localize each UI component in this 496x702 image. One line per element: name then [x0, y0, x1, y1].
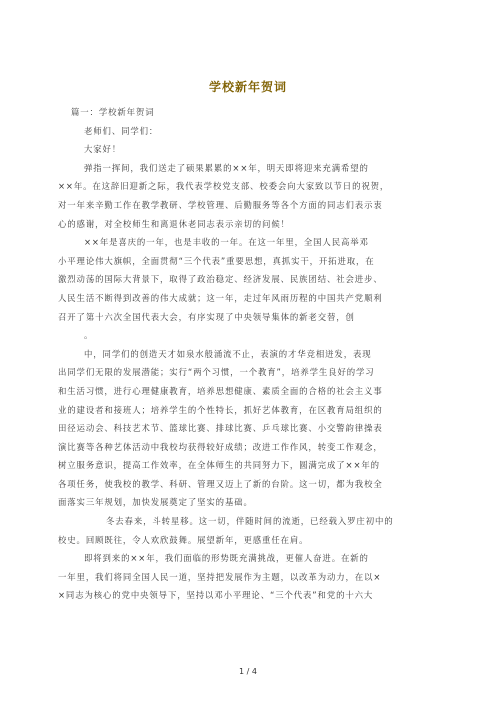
paragraph-line: 冬去春来，斗转星移。这一切，伴随时间的流逝，已经载入罗庄初中的: [106, 516, 394, 527]
paragraph-line: 召开了第十六次全国代表大会，有序实现了中央领导集体的新老交替，创: [58, 311, 355, 322]
paragraph-line: 。: [84, 330, 94, 341]
paragraph-line: 面落实三年规划，加快发展奠定了坚实的基础。: [58, 497, 253, 508]
paragraph-line: ××年。在这辞旧迎新之际，我代表学校党支部、校委会向大家致以节日的祝贺，: [58, 181, 390, 192]
paragraph-line: 一年里，我们将同全国人民一道，坚持把发展作为主题，以改革为动力，在以×: [58, 571, 382, 582]
paragraph-line: 各项任务，使我校的教学、科研、管理又迈上了新的台阶。这一切，都为我校全: [58, 478, 383, 489]
section-heading: 篇一：学校新年贺词: [71, 107, 155, 117]
salutation: 老师们、同学们：: [84, 125, 159, 136]
paragraph-line: 业的建设者和接班人；培养学生的个性特长，抓好艺体教育，在区教育局组织的: [58, 404, 383, 415]
paragraph-line: 校史。回顾既往，令人欢欣鼓舞。展望新年，更感重任在肩。: [58, 534, 309, 545]
greeting: 大家好！: [84, 144, 122, 155]
paragraph-line: 田径运动会、科技艺术节、篮球比赛、排球比赛、乒乓球比赛、小交警韵律操表: [58, 423, 383, 434]
paragraph-line: 树立服务意识，提高工作效率，在全体师生的共同努力下，圆满完成了××年的: [58, 460, 380, 471]
paragraph-line: ×同志为核心的党中央领导下，坚持以邓小平理论、“三个代表”和党的十六大: [58, 590, 374, 601]
paragraph-line: 小平理论伟大旗帜，全面贯彻“三个代表”重要思想，真抓实干，开拓进取，在: [58, 255, 375, 266]
paragraph-line: ××年是喜庆的一年，也是丰收的一年。在这一年里，全国人民高举邓: [84, 237, 369, 248]
paragraph-line: 激烈动荡的国际大背景下，取得了政治稳定、经济发展、民族团结、社会进步、: [58, 274, 383, 285]
paragraph-line: 心的感谢，对全校师生和离退休老同志表示亲切的问候！: [58, 218, 290, 229]
paragraph-line: 即将到来的××年，我们面临的形势既充满挑战，更催人奋进。在新的: [84, 553, 369, 564]
paragraph-line: 演比赛等各种艺体活动中我校均获得较好成绩；改进工作作风，转变工作观念，: [58, 441, 383, 452]
paragraph-line: 对一年来辛勤工作在教学教研、学校管理、后勤服务等各个方面的同志们表示衷: [58, 199, 383, 210]
paragraph-line: 弹指一挥间，我们送走了硕果累累的××年，明天即将迎来充满希望的: [84, 162, 369, 173]
paragraph-line: 人民生活不断得到改善的伟大成就；这一年，走过年风雨历程的中国共产党顺利: [58, 292, 383, 303]
page-indicator: 1 / 4: [239, 667, 257, 676]
document-title: 学校新年贺词: [208, 80, 287, 94]
paragraph-line: 出同学们无限的发展潜能；实行“两个习惯，一个教育”，培养学生良好的学习: [58, 367, 375, 378]
paragraph-line: 中，同学们的创造天才如泉水般涌流不止，表演的才华竞相迸发，表现: [84, 348, 372, 359]
paragraph-line: 和生活习惯，进行心理健康教育，培养思想健康、素质全面的合格的社会主义事: [58, 385, 383, 396]
document-body: [58, 103, 446, 605]
